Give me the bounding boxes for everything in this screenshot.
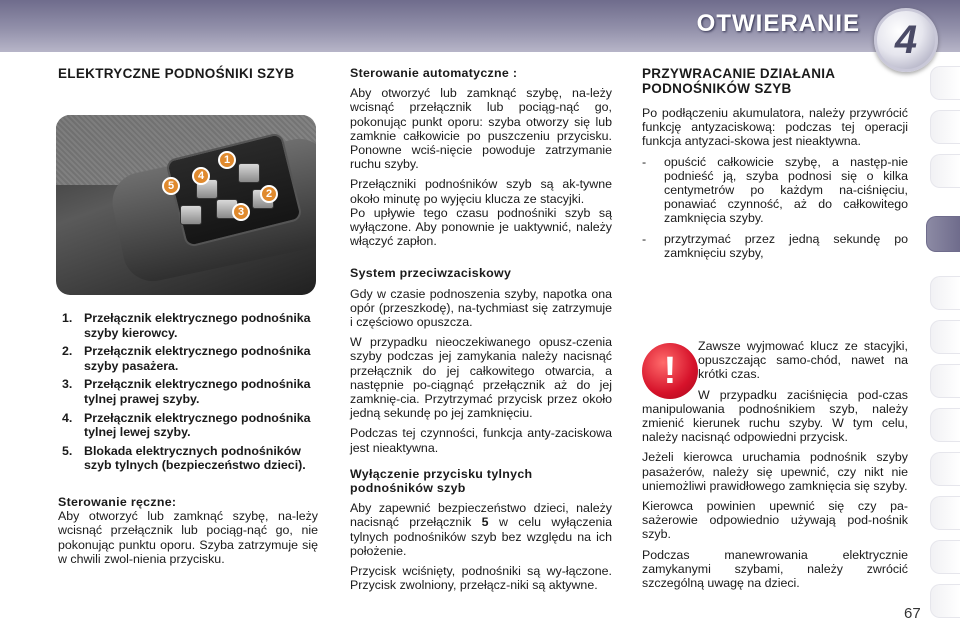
chapter-tab-1[interactable]: [930, 66, 960, 100]
warning-text-1: Zawsze wyjmować klucz ze stacyjki, opuszczając samo-chód, nawet na krótki czas.: [698, 339, 908, 382]
callout-4: 4: [192, 167, 210, 185]
chapter-tab-5[interactable]: [930, 276, 960, 310]
auto-control-text-1: Aby otworzyć lub zamknąć szybę, na-leży wcisnąć przełącznik lub pociąg-nąć go, pokonując punkt oporu: szyba otworzy się lub zamknie całkowicie po puszczeniu przycisku. Ponowne wciś-nięcie powoduje zatrzymanie ruchu szyby.: [350, 86, 612, 172]
chapter-tab-2[interactable]: [930, 110, 960, 144]
callout-3: 3: [232, 203, 250, 221]
heading-manual-control: Sterowanie ręczne:: [58, 495, 177, 509]
chapter-tabs: [926, 66, 960, 624]
chapter-badge: [874, 8, 938, 72]
page-number: 67: [904, 605, 921, 622]
heading-anti-pinch: System przeciwzaciskowy: [350, 266, 512, 281]
switch-number-ref: 5: [481, 515, 489, 530]
restore-steps-list: [642, 155, 908, 260]
switch-driver: [238, 163, 260, 183]
chapter-tab-12[interactable]: [930, 584, 960, 618]
manual-control-block: [58, 495, 318, 572]
rear-disable-text-1: Aby zapewnić bezpieczeństwo dzieci, należy nacisnąć przełącznik 5 w celu wyłączenia tylnych podnośników szyb bez względu na ich położenie.: [350, 501, 612, 558]
warning-text-2: W przypadku zaciśnięcia pod-czas manipulowania podnośnikiem szyb, należy zmienić kierunek ruchu szyby. W tym celu, należy nacisnąć odpowiedni przycisk.: [642, 387, 908, 445]
warning-text-4: Kierowca powinien upewnić się czy pa-sażerowie odpowiednio używają pod-nośnik szyb.: [642, 499, 908, 542]
column-2: [350, 66, 612, 599]
exclamation-warning-icon: !: [642, 343, 698, 399]
column-1: [58, 66, 318, 81]
chapter-tab-10[interactable]: [930, 496, 960, 530]
chapter-number: 4: [894, 17, 918, 62]
list-item: 4. Przełącznik elektrycznego podnośnika tylnej lewej szyby.: [62, 410, 311, 440]
auto-control-text-2: Przełączniki podnośników szyb są ak-tywne około minutę po wyjęciu klucza ze stacyjki.: [350, 177, 612, 206]
section-title: OTWIERANIE: [696, 10, 860, 37]
rear-disable-text-2: Przycisk wciśnięty, podnośniki są wy-łączone. Przycisk zwolniony, przełącz-niki są aktywne.: [350, 564, 612, 593]
list-item: - przytrzymać przez jedną sekundę po zamknięciu szyby,: [642, 231, 908, 260]
anti-pinch-text-2: W przypadku nieoczekiwanego opusz-czenia szyby podczas jej zamykania należy nacisnąć przełącznik do jej całkowitego otwarcia, a następnie po-ciągnąć przełącznik aż do jej zamknię-cia. Przytrzymać przycisk przez około jedną sekundę po jej zamknięciu.: [350, 335, 612, 421]
list-item: - opuścić całkowicie szybę, a następ-nie podnieść ją, szyba podnosi się o kilka centymetrów po każdym na-ciśnięciu, ponawiać czynność, aż do całkowitego zamknięcia szyby.: [642, 154, 908, 226]
heading-restore-function: PRZYWRACANIE DZIAŁANIA PODNOŚNIKÓW SZYB: [642, 66, 835, 96]
anti-pinch-text-1: Gdy w czasie podnoszenia szyby, napotka ona opór (przeszkodę), na-tychmiast się zatrzymuje i częściowo opuszcza.: [350, 286, 612, 330]
heading-rear-disable: Wyłączenie przycisku tylnych podnośników szyb: [350, 466, 533, 496]
callout-2: 2: [260, 185, 278, 203]
switch-legend-list: [62, 311, 322, 477]
heading-power-windows: ELEKTRYCZNE PODNOŚNIKI SZYB: [58, 66, 295, 81]
chapter-tab-8[interactable]: [930, 408, 960, 442]
heading-auto-control: Sterowanie automatyczne :: [350, 66, 518, 80]
anti-pinch-text-3: Podczas tej czynności, funkcja anty-zaciskowa jest nieaktywna.: [350, 426, 612, 455]
chapter-tab-6[interactable]: [930, 320, 960, 354]
chapter-tab-4-active[interactable]: [926, 216, 960, 252]
column-3: [642, 66, 908, 266]
door-switch-photo: [56, 115, 316, 295]
switch-child-lock: [180, 205, 202, 225]
warning-text-5: Podczas manewrowania elektrycznie zamykanymi szybami, należy zwrócić szczególną uwagę na dzieci.: [642, 547, 908, 591]
list-item: 3. Przełącznik elektrycznego podnośnika tylnej prawej szyby.: [62, 377, 311, 406]
list-item: 5. Blokada elektrycznych podnośników szyb tylnych (bezpieczeństwo dzieci).: [62, 443, 306, 473]
manual-control-text: Aby otworzyć lub zamknąć szybę, na-leży wcisnąć przełącznik lub pociąg-nąć go, nie pokonując punktu oporu. Szyba zatrzymuje się w chwili zwol-nienia przycisku.: [58, 509, 318, 566]
chapter-tab-3[interactable]: [930, 154, 960, 188]
callout-5: 5: [162, 177, 180, 195]
warning-box: [642, 339, 908, 599]
list-item: 2. Przełącznik elektrycznego podnośnika szyby pasażera.: [62, 344, 311, 373]
auto-control-text-3: Po upływie tego czasu podnośniki szyb są wyłączone. Aby ponownie je uaktywnić, należy włączyć zapłon.: [350, 205, 612, 249]
callout-1: 1: [218, 151, 236, 169]
warning-text-3: Jeżeli kierowca uruchamia podnośnik szyby pasażerów, należy się upewnić, czy nikt nie uniemożliwi prawidłowego zamknięcia się szyby.: [642, 450, 908, 493]
chapter-tab-9[interactable]: [930, 452, 960, 486]
chapter-tab-7[interactable]: [930, 364, 960, 398]
chapter-tab-11[interactable]: [930, 540, 960, 574]
list-item: 1. Przełącznik elektrycznego podnośnika szyby kierowcy.: [62, 311, 311, 340]
restore-intro-text: Po podłączeniu akumulatora, należy przywrócić funkcję antyzaciskową: podczas tej operacji funkcja antyzaci-skowa jest nieaktywna.: [642, 106, 908, 149]
